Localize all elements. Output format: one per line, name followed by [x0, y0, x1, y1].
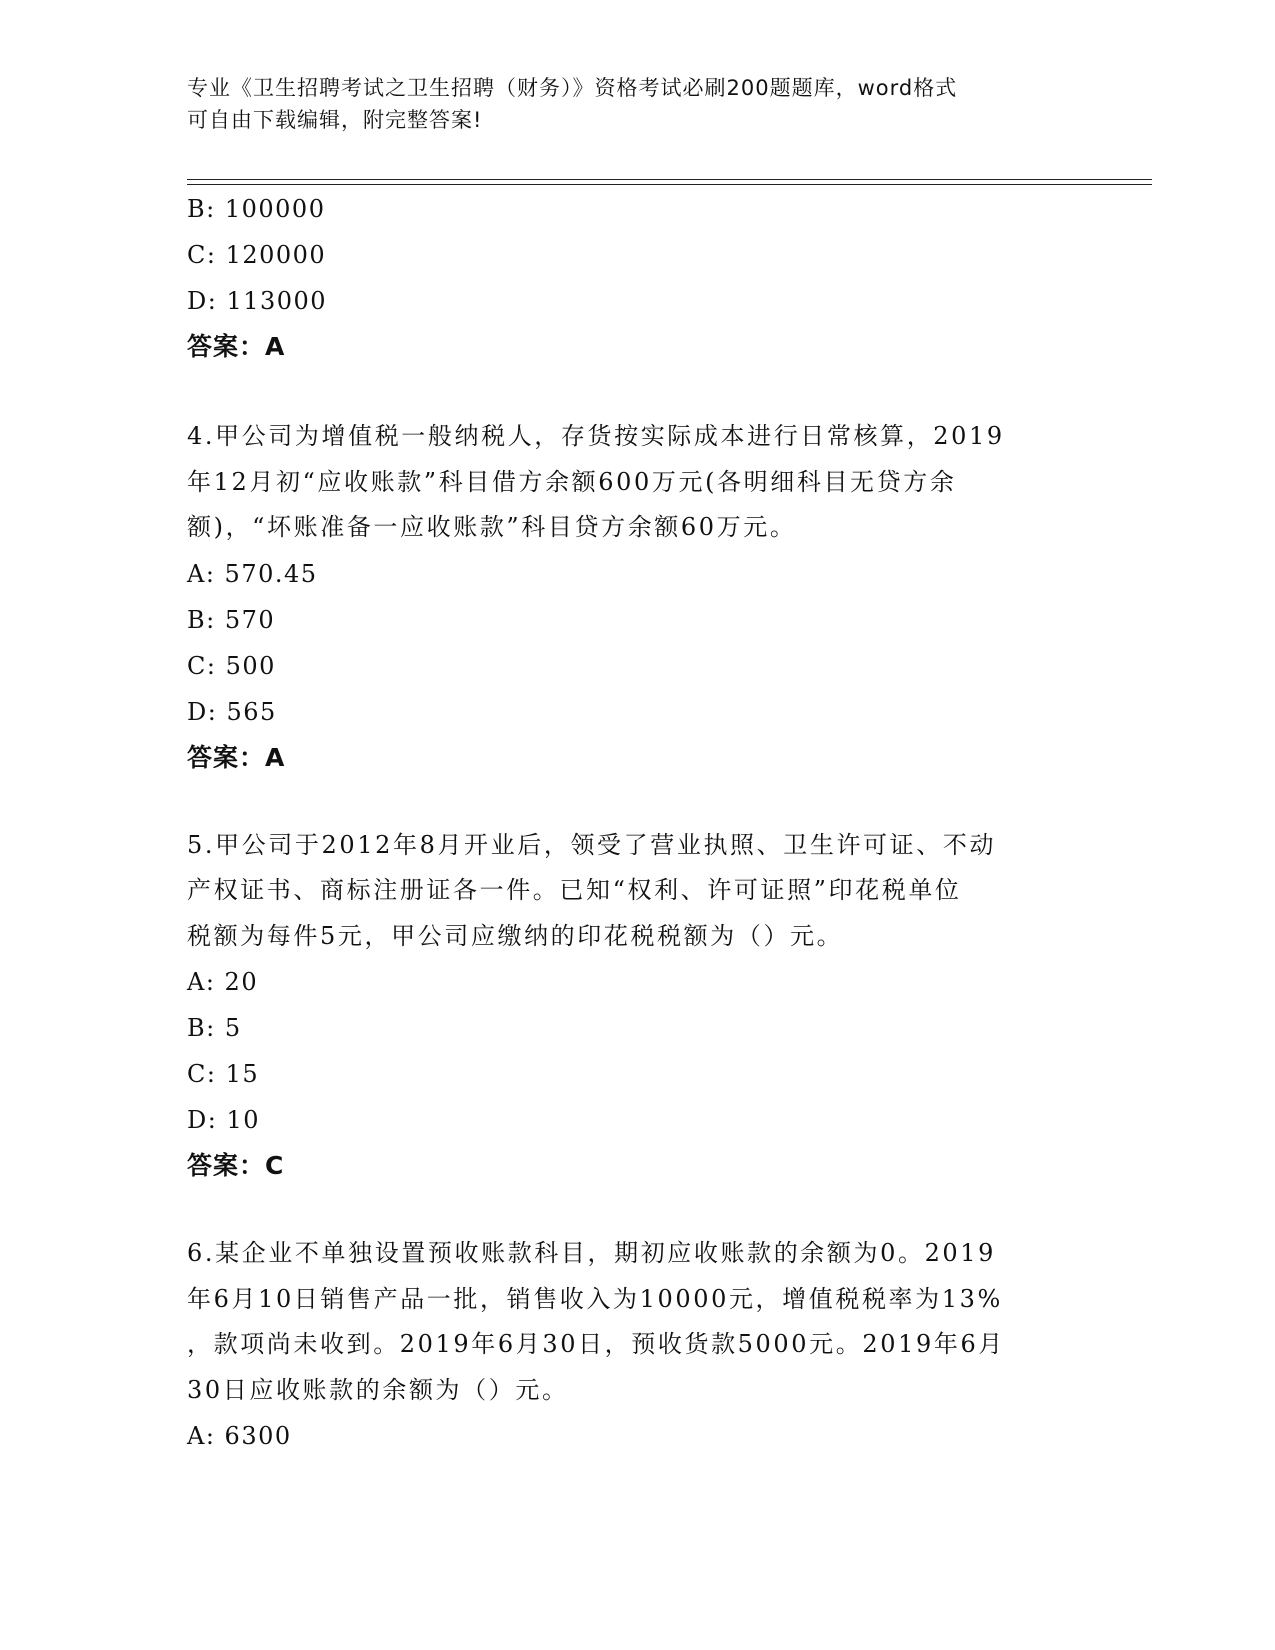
question-stem — [187, 823, 1067, 960]
header-divider-top — [187, 179, 1152, 180]
option-a: A: 570.45 — [187, 559, 318, 588]
question-stem-line: 年12月初“应收账款”科目借方余额600万元(各明细科目无贷方余 — [187, 467, 957, 496]
question-stem-line: 年6月10日销售产品一批，销售收入为10000元，增值税税率为13% — [187, 1284, 1003, 1313]
question-6 — [187, 1231, 1067, 1459]
header-divider-bottom — [187, 184, 1152, 185]
question-5 — [187, 823, 1067, 1190]
header-title-line-1: 专业《卫生招聘考试之卫生招聘（财务）》资格考试必刷200题题库，word格式 — [187, 76, 958, 100]
question-stem-line: ，款项尚未收到。2019年6月30日，预收货款5000元。2019年6月 — [187, 1330, 1005, 1358]
option-b: B: 100000 — [187, 195, 326, 223]
option-d: D: 10 — [187, 1106, 260, 1134]
question-stem-line: 5.甲公司于2012年8月开业后，领受了营业执照、卫生许可证、不动 — [187, 830, 997, 859]
question-stem-line: 4.甲公司为增值税一般纳税人，存货按实际成本进行日常核算，2019 — [187, 422, 1005, 450]
question-list — [187, 186, 1067, 1459]
question-4 — [187, 414, 1067, 781]
option-d: D: 565 — [187, 697, 277, 726]
question-stem-line: 30日应收账款的余额为（）元。 — [187, 1375, 569, 1404]
option-a: A: 6300 — [187, 1422, 292, 1450]
answer-label: 答案：C — [187, 1151, 285, 1180]
option-d: D: 113000 — [187, 287, 328, 315]
option-c: C: 15 — [187, 1060, 260, 1088]
question-stem — [187, 1231, 1067, 1413]
header-title-line-2: 可自由下载编辑，附完整答案! — [187, 108, 483, 132]
option-a: A: 20 — [187, 968, 259, 996]
answer-label: 答案：A — [187, 742, 286, 772]
question-stem — [187, 414, 1067, 551]
option-c: C: 120000 — [187, 241, 327, 269]
option-b: B: 570 — [187, 605, 276, 634]
question-stem-line: 额)，“坏账准备一应收账款”科目贷方余额60万元。 — [187, 513, 797, 541]
question-stem-line: 6.某企业不单独设置预收账款科目，期初应收账款的余额为0。2019 — [187, 1239, 997, 1267]
question-stem-line: 税额为每件5元，甲公司应缴纳的印花税税额为（）元。 — [187, 921, 844, 950]
answer-label: 答案：A — [187, 332, 286, 361]
option-b: B: 5 — [187, 1014, 242, 1042]
option-c: C: 500 — [187, 651, 276, 680]
question-stem-line: 产权证书、商标注册证各一件。已知“权利、许可证照”印花税单位 — [187, 876, 962, 904]
question-3-tail — [187, 186, 1067, 370]
document-header — [187, 72, 1067, 136]
